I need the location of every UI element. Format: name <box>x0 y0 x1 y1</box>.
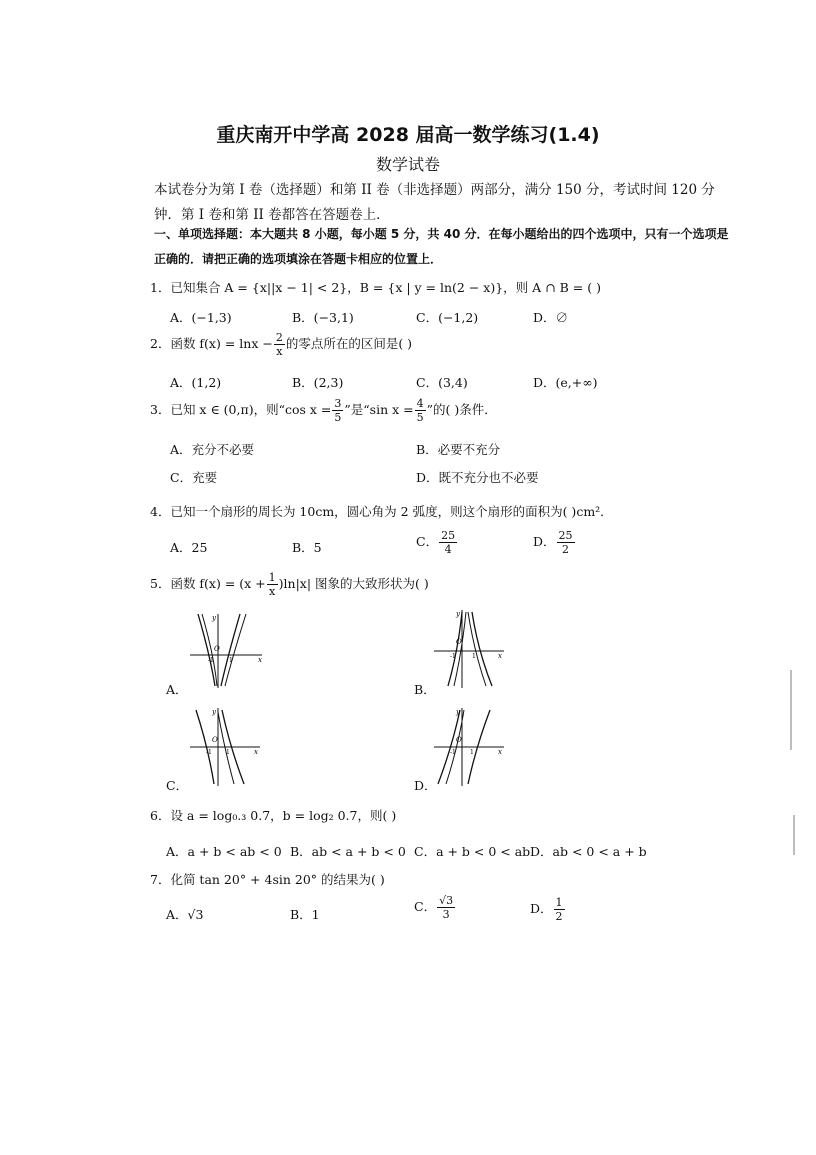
fraction-denominator: 5 <box>334 411 342 424</box>
question-2-option-a: A．(1,2) <box>170 375 222 390</box>
question-7-option-c <box>414 895 456 920</box>
scan-edge-mark <box>790 670 792 750</box>
question-2-option-c: C．(3,4) <box>416 375 468 390</box>
question-5-stem <box>150 572 429 597</box>
question-5-stem-post: )ln|x| 图象的大致形状为( ) <box>278 576 429 591</box>
page-subtitle: 数学试卷 <box>375 155 440 174</box>
question-4-option-c <box>416 530 458 555</box>
fraction-numerator: 1 <box>268 571 276 584</box>
axis-y-label: y <box>456 610 460 618</box>
curve-right-inner <box>468 612 486 686</box>
fraction-denominator: x <box>276 345 283 358</box>
axis-x-label: x <box>258 656 262 664</box>
tick-pos-label: 1 <box>226 749 230 756</box>
question-3-stem-a: 3．已知 x ∈ (0,π)，则“cos x = <box>150 402 332 417</box>
question-1-option-b: B．(−3,1) <box>292 310 354 325</box>
question-3-fraction-1 <box>332 398 343 423</box>
question-6-stem: 6．设 a = log₀.₃ 0.7，b = log₂ 0.7，则( ) <box>150 808 397 823</box>
question-5-fraction <box>267 572 278 597</box>
option-fraction <box>554 897 565 922</box>
tick-neg-label: -1 <box>208 657 214 664</box>
question-3-option-d: D．既不充分也不必要 <box>416 470 539 485</box>
tick-pos-label: 1 <box>470 749 474 756</box>
curve-left <box>448 612 462 686</box>
question-2-option-d: D．(e,+∞) <box>533 375 598 390</box>
question-2-fraction <box>274 332 285 357</box>
page-title: 重庆南开中学高 2028 届高一数学练习(1.4) <box>216 124 600 146</box>
fraction-numerator: 25 <box>441 529 456 542</box>
question-7-option-d <box>530 897 566 922</box>
question-3-stem-b: ”是“sin x = <box>344 402 414 417</box>
tick-neg-label: -1 <box>206 749 212 756</box>
fraction-numerator: √3 <box>439 894 454 907</box>
question-6-option-d: D．ab < 0 < a + b <box>530 844 647 859</box>
origin-label: O <box>456 638 462 646</box>
question-2-option-b: B．(2,3) <box>292 375 344 390</box>
question-6-option-b: B．ab < a + b < 0 <box>290 844 406 859</box>
fraction-denominator: 2 <box>562 543 570 556</box>
axis-y-label: y <box>456 708 460 716</box>
option-prefix: C． <box>414 899 437 914</box>
question-7-option-b: B．1 <box>290 907 320 922</box>
fraction-numerator: 2 <box>275 331 283 344</box>
section-heading: 一、单项选择题：本大题共 8 小题，每小题 5 分，共 40 分．在每小题给出的四个选项中，只有一个选项是正确的．请把正确的选项填涂在答题卡相应的位置上． <box>154 227 729 266</box>
fraction-denominator: 2 <box>555 910 563 923</box>
option-prefix: C． <box>416 534 439 549</box>
fraction-numerator: 25 <box>558 529 573 542</box>
axis-x-label: x <box>498 652 502 660</box>
question-3-stem <box>150 398 497 423</box>
tick-neg-label: -1 <box>450 749 456 756</box>
axis-x-label: x <box>498 748 502 756</box>
question-4-option-b: B．5 <box>292 540 322 555</box>
question-2-stem <box>150 332 412 357</box>
question-7-stem: 7．化简 tan 20° + 4sin 20° 的结果为( ) <box>150 872 385 887</box>
question-2-stem-post: 的零点所在的区间是( ) <box>285 336 413 351</box>
axis-x-label: x <box>254 748 258 756</box>
curve-left <box>198 614 215 686</box>
question-4-stem: 4．已知一个扇形的周长为 10cm，圆心角为 2 弧度，则这个扇形的面积为( )cm²． <box>150 504 613 519</box>
graph-a-label: A． <box>166 682 188 697</box>
intro-paragraph: 本试卷分为第 I 卷（选择题）和第 II 卷（非选择题）两部分，满分 150 分，考试时间 120 分钟．第 I 卷和第 II 卷都答在答题卷上． <box>154 182 715 223</box>
scan-edge-mark <box>793 815 795 855</box>
fraction-denominator: 5 <box>416 411 424 424</box>
fraction-denominator: 4 <box>444 543 452 556</box>
tick-pos-label: 1 <box>229 657 233 664</box>
curve-right <box>221 614 240 686</box>
graph-c-label: C． <box>166 778 189 793</box>
tick-neg-label: -1 <box>450 653 456 660</box>
fraction-numerator: 1 <box>555 896 563 909</box>
origin-label: O <box>456 736 462 744</box>
graph-a <box>188 610 268 690</box>
question-1-stem: 1．已知集合 A = {x||x − 1| < 2}，B = {x | y = ln(2 − x)}，则 A ∩ B = ( ) <box>150 280 601 295</box>
graph-b-label: B． <box>414 682 436 697</box>
option-fraction <box>557 530 575 555</box>
question-4-option-d <box>533 530 576 555</box>
curve-left-inner <box>454 612 466 686</box>
question-3-option-b: B．必要不充分 <box>416 442 501 457</box>
question-3-stem-c: ”的( )条件． <box>426 402 497 417</box>
question-3-option-c: C．充要 <box>170 470 218 485</box>
fraction-denominator: 3 <box>442 908 450 921</box>
option-prefix: D． <box>530 901 553 916</box>
graph-d <box>432 704 512 788</box>
question-3-fraction-2 <box>415 398 426 423</box>
question-1-option-c: C．(−1,2) <box>416 310 479 325</box>
option-fraction <box>439 530 457 555</box>
question-1-option-d: D．∅ <box>533 310 569 325</box>
question-6-option-c: C．a + b < 0 < ab <box>414 844 531 859</box>
question-6-option-a: A．a + b < ab < 0 <box>166 844 282 859</box>
question-7-option-a: A．√3 <box>166 907 204 922</box>
origin-label: O <box>212 736 218 744</box>
option-prefix: D． <box>533 534 556 549</box>
curve-right-inner <box>225 614 246 686</box>
graph-c <box>188 704 268 788</box>
axis-y-label: y <box>212 708 216 716</box>
graph-b <box>432 606 512 690</box>
question-5-stem-pre: 5．函数 f(x) = (x + <box>150 576 266 591</box>
axis-y-label: y <box>212 614 216 622</box>
fraction-denominator: x <box>269 585 276 598</box>
fraction-numerator: 3 <box>334 397 342 410</box>
question-1-option-a: A．(−1,3) <box>170 310 232 325</box>
question-2-stem-pre: 2．函数 f(x) = lnx − <box>150 336 273 351</box>
fraction-numerator: 4 <box>416 397 424 410</box>
origin-label: O <box>214 645 220 653</box>
tick-pos-label: 1 <box>472 653 476 660</box>
question-3-option-a: A．充分不必要 <box>170 442 255 457</box>
graph-d-label: D． <box>414 778 437 793</box>
question-4-option-a: A．25 <box>170 540 208 555</box>
option-fraction <box>437 895 455 920</box>
